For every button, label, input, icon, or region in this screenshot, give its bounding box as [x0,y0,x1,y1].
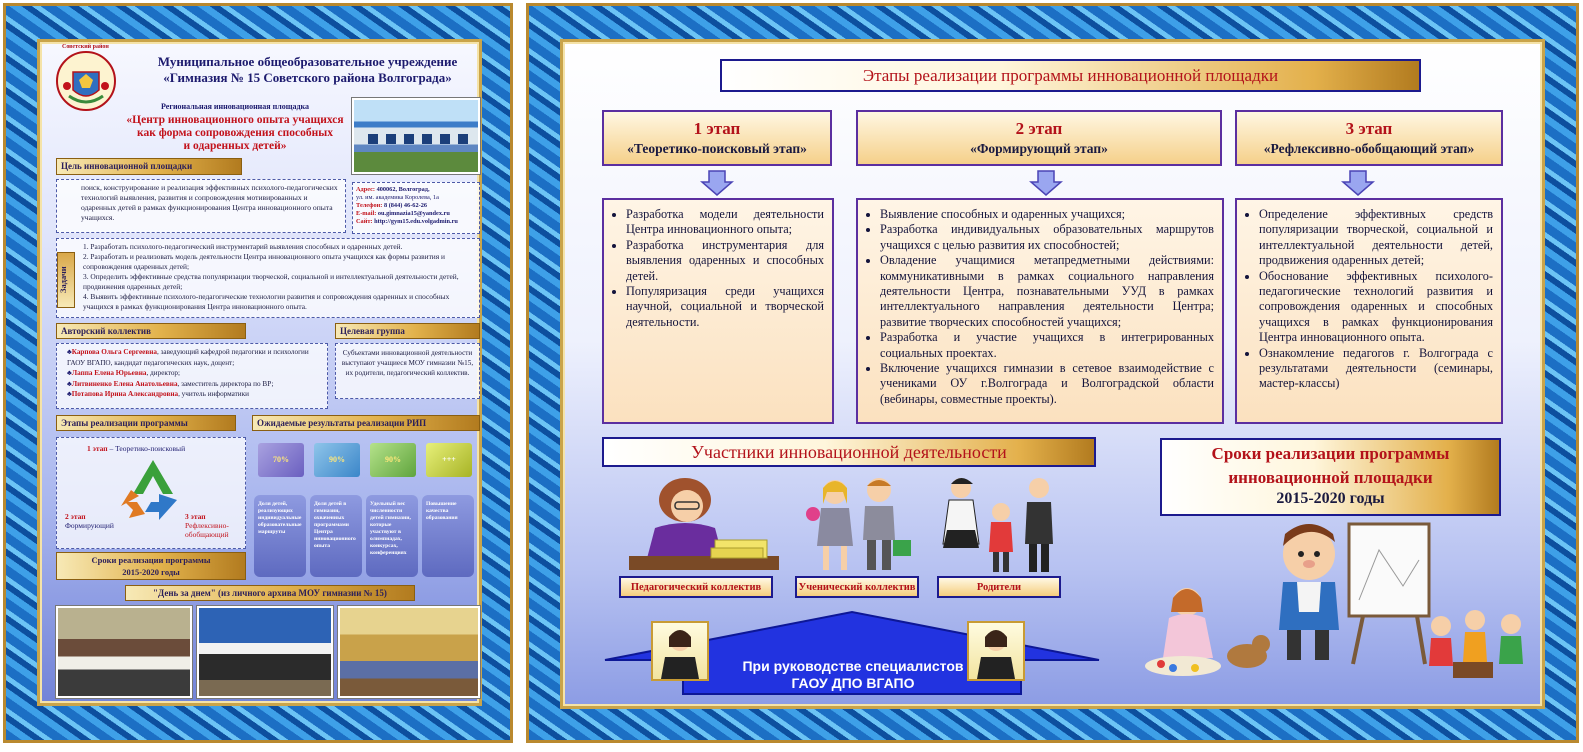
right-poster [560,39,1545,709]
tasks-list [56,238,480,318]
stage-2-content [856,198,1224,424]
author-item: ♣ Литвиненко Елена Анатольевна, заместитель директора по ВР; [67,379,323,390]
stage-item: • Разработка модели деятельности Центра инновационного опыта; [626,207,824,238]
stage-1-content [602,198,834,424]
stage-item: • Ознакомление педагогов г. Волгограда с результатами деятельности (семинары, мастер-классы) [1259,346,1493,392]
stage-3-header: 3 этап «Рефлексивно-обобщающий этап» [1235,110,1503,166]
specialist-portrait [651,621,709,681]
stage-2-header: 2 этап «Формирующий этап» [856,110,1222,166]
implementation-terms: Сроки реализации программы инновационной площадки 2015-2020 годы [1160,438,1501,516]
terms-heading: Сроки реализации программы 2015-2020 годы [56,552,246,580]
pupils-illustration [803,474,915,576]
results-diagram [252,437,480,577]
stage-item: • Включение учащихся гимназии в сетевое взаимодействие с учениками ОУ г.Волгограда и Волгоградской области (вебинары, совместные проекты). [880,361,1214,407]
authors-heading: Авторский коллектив [56,323,246,339]
task-item: 3. Определить эффективные средства популяризации творческой, социальной и интеллектуальной деятельности детей, продвижения одаренных детей; [83,272,459,291]
stage-item: • Разработка инструментария для выявления одаренных и способных детей. [626,238,824,284]
result-value: 70% [258,443,304,477]
children-playing-illustration [1423,602,1533,682]
thinking-man-easel-illustration [1253,520,1433,666]
school-building-photo [352,98,480,174]
archive-photo [338,606,480,698]
author-item: ♣ Лаппа Елена Юрьевна, директор; [67,368,323,379]
result-caption: Доля детей, реализующих индивидуальные образовательные маршруты [254,495,306,577]
tasks-label: Задачи [57,252,75,308]
stage-item: • Разработка и участие учащихся в интегрированных социальных проектах. [880,330,1214,361]
result-caption: Удельный вес численности детей гимназии, которые участвуют в олимпиадах, конкурсах, конференциях [366,495,418,577]
result-value: 90% [370,443,416,477]
participant-label: Родители [937,576,1061,598]
guidance-text: При руководстве специалистов ГАОУ ДПО ВГАПО [742,658,964,691]
down-arrow-icon [700,170,734,196]
platform-label: Региональная инновационная площадка [160,102,309,111]
author-item: ♣ Карпова Ольга Сергеевна, заведующий кафедрой педагогики и психологии ГАОУ ВГАПО, кандидат педагогических наук, доцент; [67,347,323,368]
stage-item: • Овладение учащимися метапредметными действиями: коммуникативными в рамках социального направления деятельности Центра, познавательными УУД в рамках интеллектуального направления деятельности Центра; развитие творческих способностей учащихся; [880,253,1214,330]
recycle-arrows-icon [115,456,191,524]
result-caption: Повышение качества образования [422,495,474,577]
authors-list [56,343,328,409]
archive-photo [197,606,333,698]
stage-1-header: 1 этап «Теоретико-поисковый этап» [602,110,832,166]
emblem-caption: Советский район [62,44,109,50]
task-item: 2. Разработать и реализовать модель деятельности Центра инновационного опыта учащихся как формы развития и сопровождения одаренных детей; [83,252,445,271]
goal-text: поиск, конструирование и реализация эффективных психолого-педагогических технологий выявления, развития и сопровождения мотивированных и одаренных детей в рамках функционирования Центра инновационного опыта учащихся. [56,179,346,233]
stage-item: • Определение эффективных средств популяризации творческой, социальной и интеллектуальной деятельности детей, продвижения одаренных детей; [1259,207,1493,269]
stages-cycle-diagram: 1 этап – Теоретико-поисковый 2 этап Формирующий 3 этап Рефлексивно-обобщающий [56,437,246,549]
child-painting-illustration [1143,582,1273,678]
result-value: +++ [426,443,472,477]
left-poster [37,39,482,706]
day-by-day-heading: "День за днем" (из личного архива МОУ гимназии № 15) [125,585,415,601]
parents-illustration [939,474,1063,576]
archive-photo [56,606,192,698]
participant-label: Педагогический коллектив [619,576,773,598]
result-caption: Доля детей в гимназии, охваченных программами Центра инновационного опыта [310,495,362,577]
target-group-text: Субъектами инновационной деятельности выступают учащиеся МОУ гимназии №15, их родители, педагогический коллектив. [335,343,480,399]
center-name: «Центр инновационного опыта учащихся как форма сопровождения способных и одаренных детей» [126,114,344,152]
result-value: 90% [314,443,360,477]
participant-label: Ученический коллектив [795,576,919,598]
participants-heading: Участники инновационной деятельности [602,437,1096,467]
stage-item: • Обоснование эффективных психолого-педагогические технологий развития и сопровождения одаренных и способных учащихся в рамках функционирования Центра инновационного опыта. [1259,269,1493,346]
task-item: 4. Выявить эффективные психолого-педагогические технологии развития и сопровождения одаренных и способных учащихся в рамках функционирования Центра инновационного опыта. [83,292,450,311]
stage-item: • Популяризация среди учащихся научной, социальной и творческой деятельности. [626,284,824,330]
stage-item: • Разработка индивидуальных образовательных маршрутов учащихся с целью развития их способностей; [880,222,1214,253]
stages-heading: Этапы реализации программы [56,415,236,431]
down-arrow-icon [1341,170,1375,196]
task-item: 1. Разработать психолого-педагогический инструментарий выявления способных и одаренных детей. [83,242,403,251]
down-arrow-icon [1029,170,1063,196]
target-group-heading: Целевая группа [335,323,480,339]
program-stages-title: Этапы реализации программы инновационной площадки [720,59,1421,92]
left-poster-frame [3,3,513,743]
teacher-illustration [615,470,785,574]
stage-item: • Выявление способных и одаренных учащихся; [880,207,1214,222]
right-poster-frame [526,3,1579,743]
institution-title: Муниципальное общеобразовательное учреждение «Гимназия № 15 Советского района Волгограда» [157,54,458,85]
results-heading: Ожидаемые результаты реализации РИП [252,415,480,431]
author-item: ♣ Потапова Ирина Александровна, учитель информатики [67,389,323,400]
goal-heading: Цель инновационной площадки [56,158,242,175]
stage-3-content [1235,198,1503,424]
contact-block: Адрес: 400062, Волгоград, ул. им. академика Королева, 1а Телефон: 8 (844) 46-62-26 E-mail: ou.gimnazia15@yandex.ru Сайт: http://gym15.edu.volgadmin.ru [352,182,480,234]
